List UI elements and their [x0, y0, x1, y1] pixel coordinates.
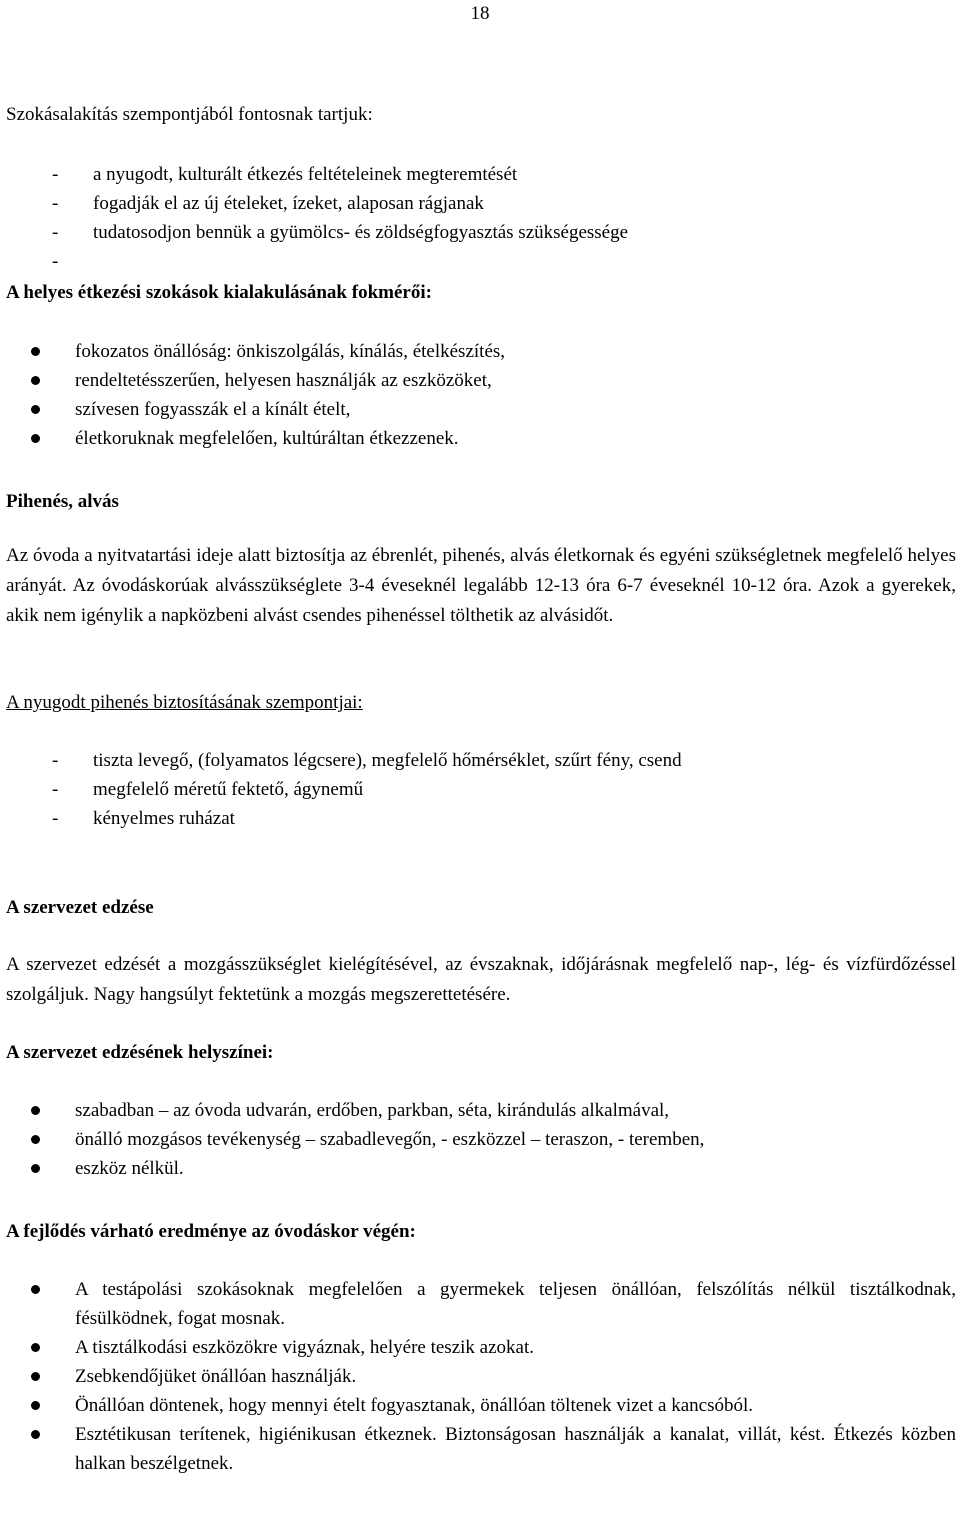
list-item-text: megfelelő méretű fektető, ágynemű	[93, 779, 364, 800]
list-item	[6, 775, 956, 804]
list-item	[6, 1391, 956, 1420]
list-item	[6, 1420, 956, 1478]
list-item-text: a nyugodt, kulturált étkezés feltételeinek megteremtését	[93, 164, 518, 185]
list-item-text: A testápolási szokásoknak megfelelően a gyermekek teljesen önállóan, felszólítás nélkül tisztálkodnak, fésülködnek, fogat mosnak.	[75, 1279, 956, 1329]
list-item-text: kényelmes ruházat	[93, 808, 235, 829]
bullet-icon	[31, 1164, 40, 1173]
rest-list	[6, 746, 956, 833]
dash-marker: -	[52, 251, 59, 272]
heading-rest-aspects: A nyugodt pihenés biztosításának szempontjai:	[6, 692, 363, 713]
list-item	[6, 189, 956, 218]
page-number: 18	[470, 3, 490, 24]
list-item-text: eszköz nélkül.	[75, 1158, 184, 1179]
list-item	[6, 1154, 956, 1183]
bullet-icon	[31, 376, 40, 385]
bullet-icon	[31, 1106, 40, 1115]
intro-text: Szokásalakítás szempontjából fontosnak tartjuk:	[6, 104, 373, 125]
locations-list	[6, 1096, 956, 1183]
dash-marker: -	[52, 779, 59, 800]
list-item	[6, 1362, 956, 1391]
list-item-text: Esztétikusan terítenek, higiénikusan étkeznek. Biztonságosan használják a kanalat, villát, kést. Étkezés közben halkan beszélgetnek.	[75, 1424, 956, 1474]
list-item	[6, 1333, 956, 1362]
list-item-text: Zsebkendőjüket önállóan használják.	[75, 1366, 357, 1387]
list-item-text: önálló mozgásos tevékenység – szabadlevegőn, - eszközzel – teraszon, - teremben,	[75, 1129, 705, 1150]
list-item	[6, 160, 956, 189]
list-item-text: szabadban – az óvoda udvarán, erdőben, parkban, séta, kirándulás alkalmával,	[75, 1100, 670, 1121]
list-item-text: A tisztálkodási eszközökre vigyáznak, helyére teszik azokat.	[75, 1337, 534, 1358]
heading-eating: A helyes étkezési szokások kialakulásának fokmérői:	[6, 282, 432, 303]
list-item-text: Önállóan döntenek, hogy mennyi ételt fogyasztanak, önállóan töltenek vizet a kancsóból.	[75, 1395, 753, 1416]
bullet-icon	[31, 1401, 40, 1410]
dash-marker: -	[52, 750, 59, 771]
dash-marker: -	[52, 808, 59, 829]
heading-results: A fejlődés várható eredménye az óvodáskor végén:	[6, 1221, 416, 1242]
list-item	[6, 1096, 956, 1125]
list-item	[6, 337, 956, 366]
dash-marker: -	[52, 222, 59, 243]
list-item-text: tiszta levegő, (folyamatos légcsere), megfelelő hőmérséklet, szűrt fény, csend	[93, 750, 682, 771]
list-item-text: tudatosodjon bennük a gyümölcs- és zöldségfogyasztás szükségessége	[93, 222, 629, 243]
rest-paragraph: Az óvoda a nyitvatartási ideje alatt biztosítja az ébrenlét, pihenés, alvás életkornak és egyéni szükségletnek megfelelő helyes arányát. Az óvodáskorúak alvásszükséglete 3-4 éveseknél legalább 12-13 óra 6-7 éveseknél 10-12 óra. Azok a gyerekek, akik nem igénylik a napközbeni alvást csendes pihenéssel tölthetik az alvásidőt.	[6, 545, 956, 626]
bullet-icon	[31, 347, 40, 356]
eating-list	[6, 337, 956, 453]
list-item-text: szívesen fogyasszák el a kínált ételt,	[75, 399, 351, 420]
list-item	[6, 247, 956, 276]
list-item	[6, 746, 956, 775]
list-item-text: életkoruknak megfelelően, kultúráltan étkezzenek.	[75, 428, 459, 449]
dash-marker: -	[52, 164, 59, 185]
bullet-icon	[31, 1430, 40, 1439]
dash-marker: -	[52, 193, 59, 214]
habits-list	[6, 160, 956, 276]
bullet-icon	[31, 434, 40, 443]
bullet-icon	[31, 1372, 40, 1381]
bullet-icon	[31, 1135, 40, 1144]
bullet-icon	[31, 1343, 40, 1352]
list-item	[6, 424, 956, 453]
list-item	[6, 218, 956, 247]
list-item	[6, 1125, 956, 1154]
heading-rest: Pihenés, alvás	[6, 491, 119, 512]
list-item	[6, 804, 956, 833]
list-item	[6, 395, 956, 424]
list-item	[6, 366, 956, 395]
list-item-text: fogadják el az új ételeket, ízeket, alaposan rágjanak	[93, 193, 484, 214]
bullet-icon	[31, 1285, 40, 1294]
list-item	[6, 1275, 956, 1333]
hardening-paragraph: A szervezet edzését a mozgásszükséglet kielégítésével, az évszaknak, időjárásnak megfelelő nap-, lég- és vízfürdőzéssel szolgáljuk. Nagy hangsúlyt fektetünk a mozgás megszerettetésére.	[6, 954, 956, 1005]
list-item-text: fokozatos önállóság: önkiszolgálás, kínálás, ételkészítés,	[75, 341, 506, 362]
list-item-text: rendeltetésszerűen, helyesen használják az eszközöket,	[75, 370, 492, 391]
heading-hardening: A szervezet edzése	[6, 897, 154, 918]
results-list	[6, 1275, 956, 1478]
bullet-icon	[31, 405, 40, 414]
heading-locations: A szervezet edzésének helyszínei:	[6, 1042, 274, 1063]
